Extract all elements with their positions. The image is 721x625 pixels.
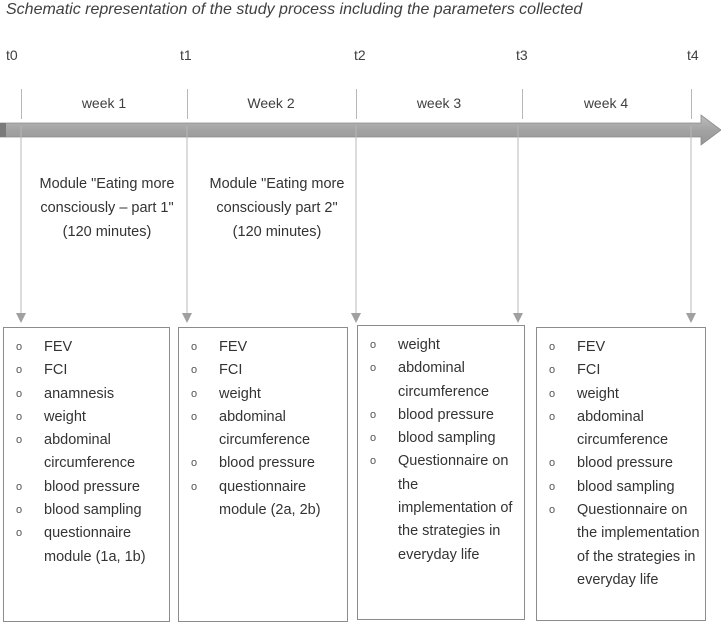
parameter-label: abdominal circumference [219,408,311,449]
parameter-label: FEV [577,339,606,355]
parameter-item [537,406,705,453]
parameter-item [4,406,169,429]
parameter-item [537,476,705,499]
parameter-item [179,336,347,359]
module-part-2: Module "Eating more consciously part 2" (120 minutes) [209,176,345,240]
bullet-circle-icon: o [16,504,23,517]
bullet-circle-icon: o [16,434,23,447]
week-label-1: week 1 [81,95,127,111]
parameter-item [537,336,705,359]
parameter-label: questionnaire module (1a, 1b) [44,525,146,565]
parameter-item [537,452,705,475]
bullet-circle-icon: o [370,362,377,375]
parameter-item [358,427,524,450]
parameter-label: Questionnaire on the implementation of the strategies in everyday life [398,453,513,563]
parameter-label: blood pressure [398,406,494,423]
bullet-circle-icon: o [191,364,198,377]
parameter-label: blood sampling [44,502,142,519]
bullet-circle-icon: o [549,364,556,377]
parameter-label: abdominal circumference [577,408,669,449]
parameters-box-t1 [178,327,348,622]
parameter-item [537,383,705,406]
parameter-item [537,359,705,382]
bullet-circle-icon: o [16,364,23,377]
parameter-label: weight [44,408,86,425]
bullet-circle-icon: o [370,455,377,468]
bullet-circle-icon: o [191,480,198,493]
parameter-item [179,476,347,523]
parameter-label: Questionnaire on the implementation of the strategies in everyday life [577,502,700,588]
diagram-title: Schematic representation of the study process including the parameters collected [6,1,583,18]
parameter-label: weight [577,385,619,402]
parameter-label: weight [398,337,440,353]
parameter-item [179,452,347,475]
bullet-circle-icon: o [16,527,23,540]
parameter-label: FCI [577,362,601,379]
parameter-item [537,499,705,592]
parameter-item [4,429,169,476]
bullet-circle-icon: o [549,410,556,423]
parameter-label: blood pressure [44,478,140,495]
timepoint-t1: t1 [180,47,192,63]
week-label-3: week 3 [416,95,462,111]
parameter-label: blood pressure [219,455,315,472]
parameter-item [4,476,169,499]
module-part-1: Module "Eating more consciously – part 1" (120 minutes) [39,176,175,240]
parameter-item [358,404,524,427]
parameter-item [179,383,347,406]
parameter-label: FEV [219,339,248,355]
parameter-item [358,357,524,404]
timepoint-t2: t2 [354,47,366,63]
bullet-circle-icon: o [549,504,556,517]
parameters-box-t2 [357,325,525,620]
parameter-item [4,499,169,522]
bullet-circle-icon: o [16,480,23,493]
parameter-label: blood sampling [398,430,496,447]
timepoint-t0: t0 [6,47,18,63]
parameter-label: anamnesis [44,385,115,402]
parameter-item [4,336,169,359]
parameter-label: blood pressure [577,455,673,472]
bullet-circle-icon: o [370,408,377,421]
parameter-label: abdominal circumference [398,360,490,400]
bullet-circle-icon: o [549,341,556,353]
parameter-label: abdominal circumference [44,432,136,472]
parameters-box-t0 [3,327,170,622]
bullet-circle-icon: o [370,339,377,351]
bullet-circle-icon: o [191,457,198,470]
bullet-circle-icon: o [191,341,198,353]
parameter-label: weight [219,385,261,402]
parameter-item [358,450,524,566]
timepoint-t4: t4 [687,47,699,63]
week-label-4: week 4 [583,95,629,111]
week-label-2: Week 2 [247,95,295,111]
parameter-label: blood sampling [577,478,675,495]
bullet-circle-icon: o [191,387,198,400]
bullet-circle-icon: o [549,387,556,400]
bullet-circle-icon: o [549,480,556,493]
parameter-item [4,522,169,569]
bullet-circle-icon: o [549,457,556,470]
bullet-circle-icon: o [16,410,23,423]
bullet-circle-icon: o [16,341,23,353]
bullet-circle-icon: o [370,432,377,445]
parameter-item [179,359,347,382]
parameter-label: FCI [219,362,243,379]
parameter-item [4,359,169,382]
parameter-item [179,406,347,453]
bullet-circle-icon: o [16,387,23,400]
parameter-label: FCI [44,362,68,379]
parameter-item [4,383,169,406]
timepoint-t3: t3 [516,47,528,63]
parameter-label: FEV [44,339,73,355]
bullet-circle-icon: o [191,410,198,423]
parameters-box-t4 [536,327,706,621]
parameter-label: questionnaire module (2a, 2b) [219,478,321,519]
parameter-item [358,334,524,357]
